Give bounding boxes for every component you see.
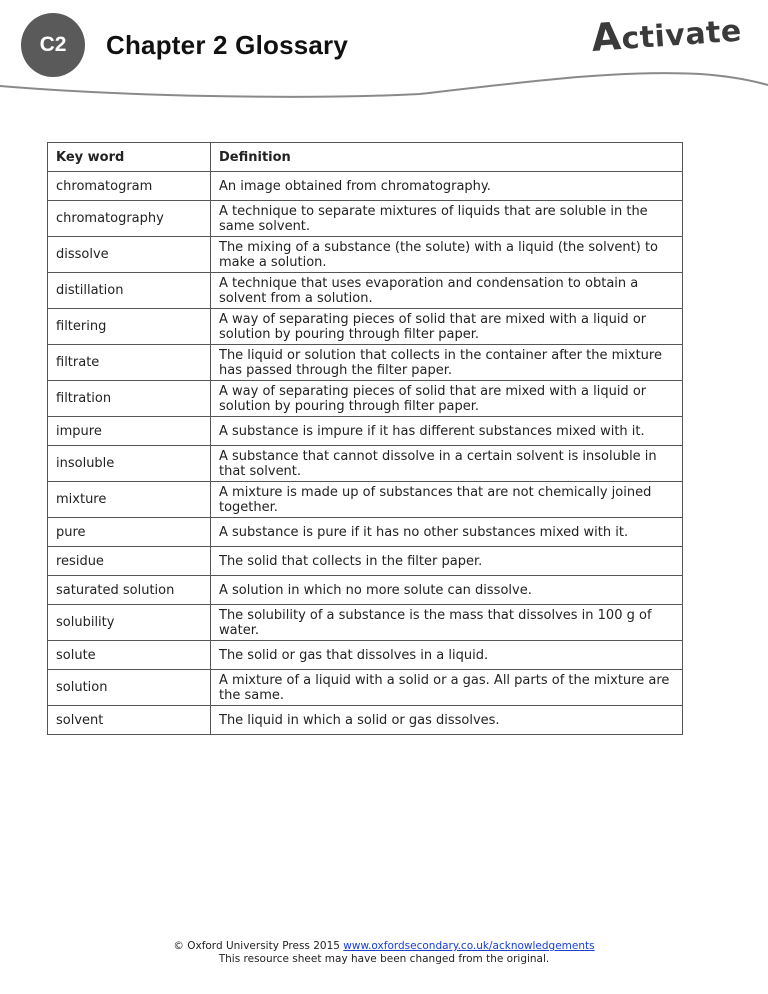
key-word-cell: insoluble (48, 446, 211, 482)
table-row (48, 547, 683, 576)
key-word-cell: residue (48, 547, 211, 576)
key-word-cell: dissolve (48, 237, 211, 273)
definition-cell: A substance that cannot dissolve in a certain solvent is insoluble in that solvent. (211, 446, 683, 482)
definition-cell: The liquid in which a solid or gas dissolves. (211, 706, 683, 735)
definition-cell: A way of separating pieces of solid that are mixed with a liquid or solution by pouring through filter paper. (211, 381, 683, 417)
key-word-cell: impure (48, 417, 211, 446)
page-footer (0, 940, 768, 966)
table-row (48, 273, 683, 309)
key-word-cell: solubility (48, 605, 211, 641)
table-header-row (48, 143, 683, 172)
key-word-cell: mixture (48, 482, 211, 518)
table-row (48, 201, 683, 237)
key-word-cell: filtrate (48, 345, 211, 381)
brand-logo (590, 6, 743, 60)
page-header (0, 0, 768, 100)
copyright-line (0, 940, 768, 953)
table-row (48, 641, 683, 670)
definition-cell: A mixture is made up of substances that are not chemically joined together. (211, 482, 683, 518)
brand-logo-text: ctivate (620, 13, 743, 57)
key-word-cell: filtration (48, 381, 211, 417)
definition-cell: A mixture of a liquid with a solid or a gas. All parts of the mixture are the same. (211, 670, 683, 706)
definition-cell: The solid that collects in the filter paper. (211, 547, 683, 576)
header-swoosh-divider (0, 60, 768, 100)
table-row (48, 605, 683, 641)
acknowledgements-link[interactable]: www.oxfordsecondary.co.uk/acknowledgements (343, 940, 595, 952)
key-word-cell: distillation (48, 273, 211, 309)
table-row (48, 670, 683, 706)
definition-cell: The solubility of a substance is the mass that dissolves in 100 g of water. (211, 605, 683, 641)
definition-cell: A technique that uses evaporation and condensation to obtain a solvent from a solution. (211, 273, 683, 309)
table-row (48, 172, 683, 201)
definition-cell: The mixing of a substance (the solute) with a liquid (the solvent) to make a solution. (211, 237, 683, 273)
footer-note: This resource sheet may have been changed from the original. (218, 953, 550, 965)
column-header-definition: Definition (211, 143, 683, 172)
copyright-text: © Oxford University Press 2015 (173, 940, 340, 952)
table-row (48, 309, 683, 345)
table-row (48, 345, 683, 381)
key-word-cell: chromatogram (48, 172, 211, 201)
brand-logo-initial: A (589, 14, 623, 61)
table-row (48, 518, 683, 547)
table-row (48, 482, 683, 518)
key-word-cell: solvent (48, 706, 211, 735)
definition-cell: A solution in which no more solute can dissolve. (211, 576, 683, 605)
glossary-table (47, 142, 683, 735)
page-title: Chapter 2 Glossary (106, 30, 349, 60)
key-word-cell: filtering (48, 309, 211, 345)
key-word-cell: solution (48, 670, 211, 706)
table-row (48, 446, 683, 482)
table-row (48, 576, 683, 605)
definition-cell: A way of separating pieces of solid that are mixed with a liquid or solution by pouring through filter paper. (211, 309, 683, 345)
definition-cell: The solid or gas that dissolves in a liquid. (211, 641, 683, 670)
table-row (48, 417, 683, 446)
key-word-cell: solute (48, 641, 211, 670)
definition-cell: A substance is impure if it has different substances mixed with it. (211, 417, 683, 446)
chapter-badge: C2 (21, 13, 85, 77)
key-word-cell: saturated solution (48, 576, 211, 605)
column-header-key-word: Key word (48, 143, 211, 172)
table-row (48, 706, 683, 735)
key-word-cell: pure (48, 518, 211, 547)
table-row (48, 381, 683, 417)
definition-cell: A technique to separate mixtures of liquids that are soluble in the same solvent. (211, 201, 683, 237)
table-row (48, 237, 683, 273)
definition-cell: An image obtained from chromatography. (211, 172, 683, 201)
definition-cell: A substance is pure if it has no other substances mixed with it. (211, 518, 683, 547)
definition-cell: The liquid or solution that collects in the container after the mixture has passed through the filter paper. (211, 345, 683, 381)
key-word-cell: chromatography (48, 201, 211, 237)
